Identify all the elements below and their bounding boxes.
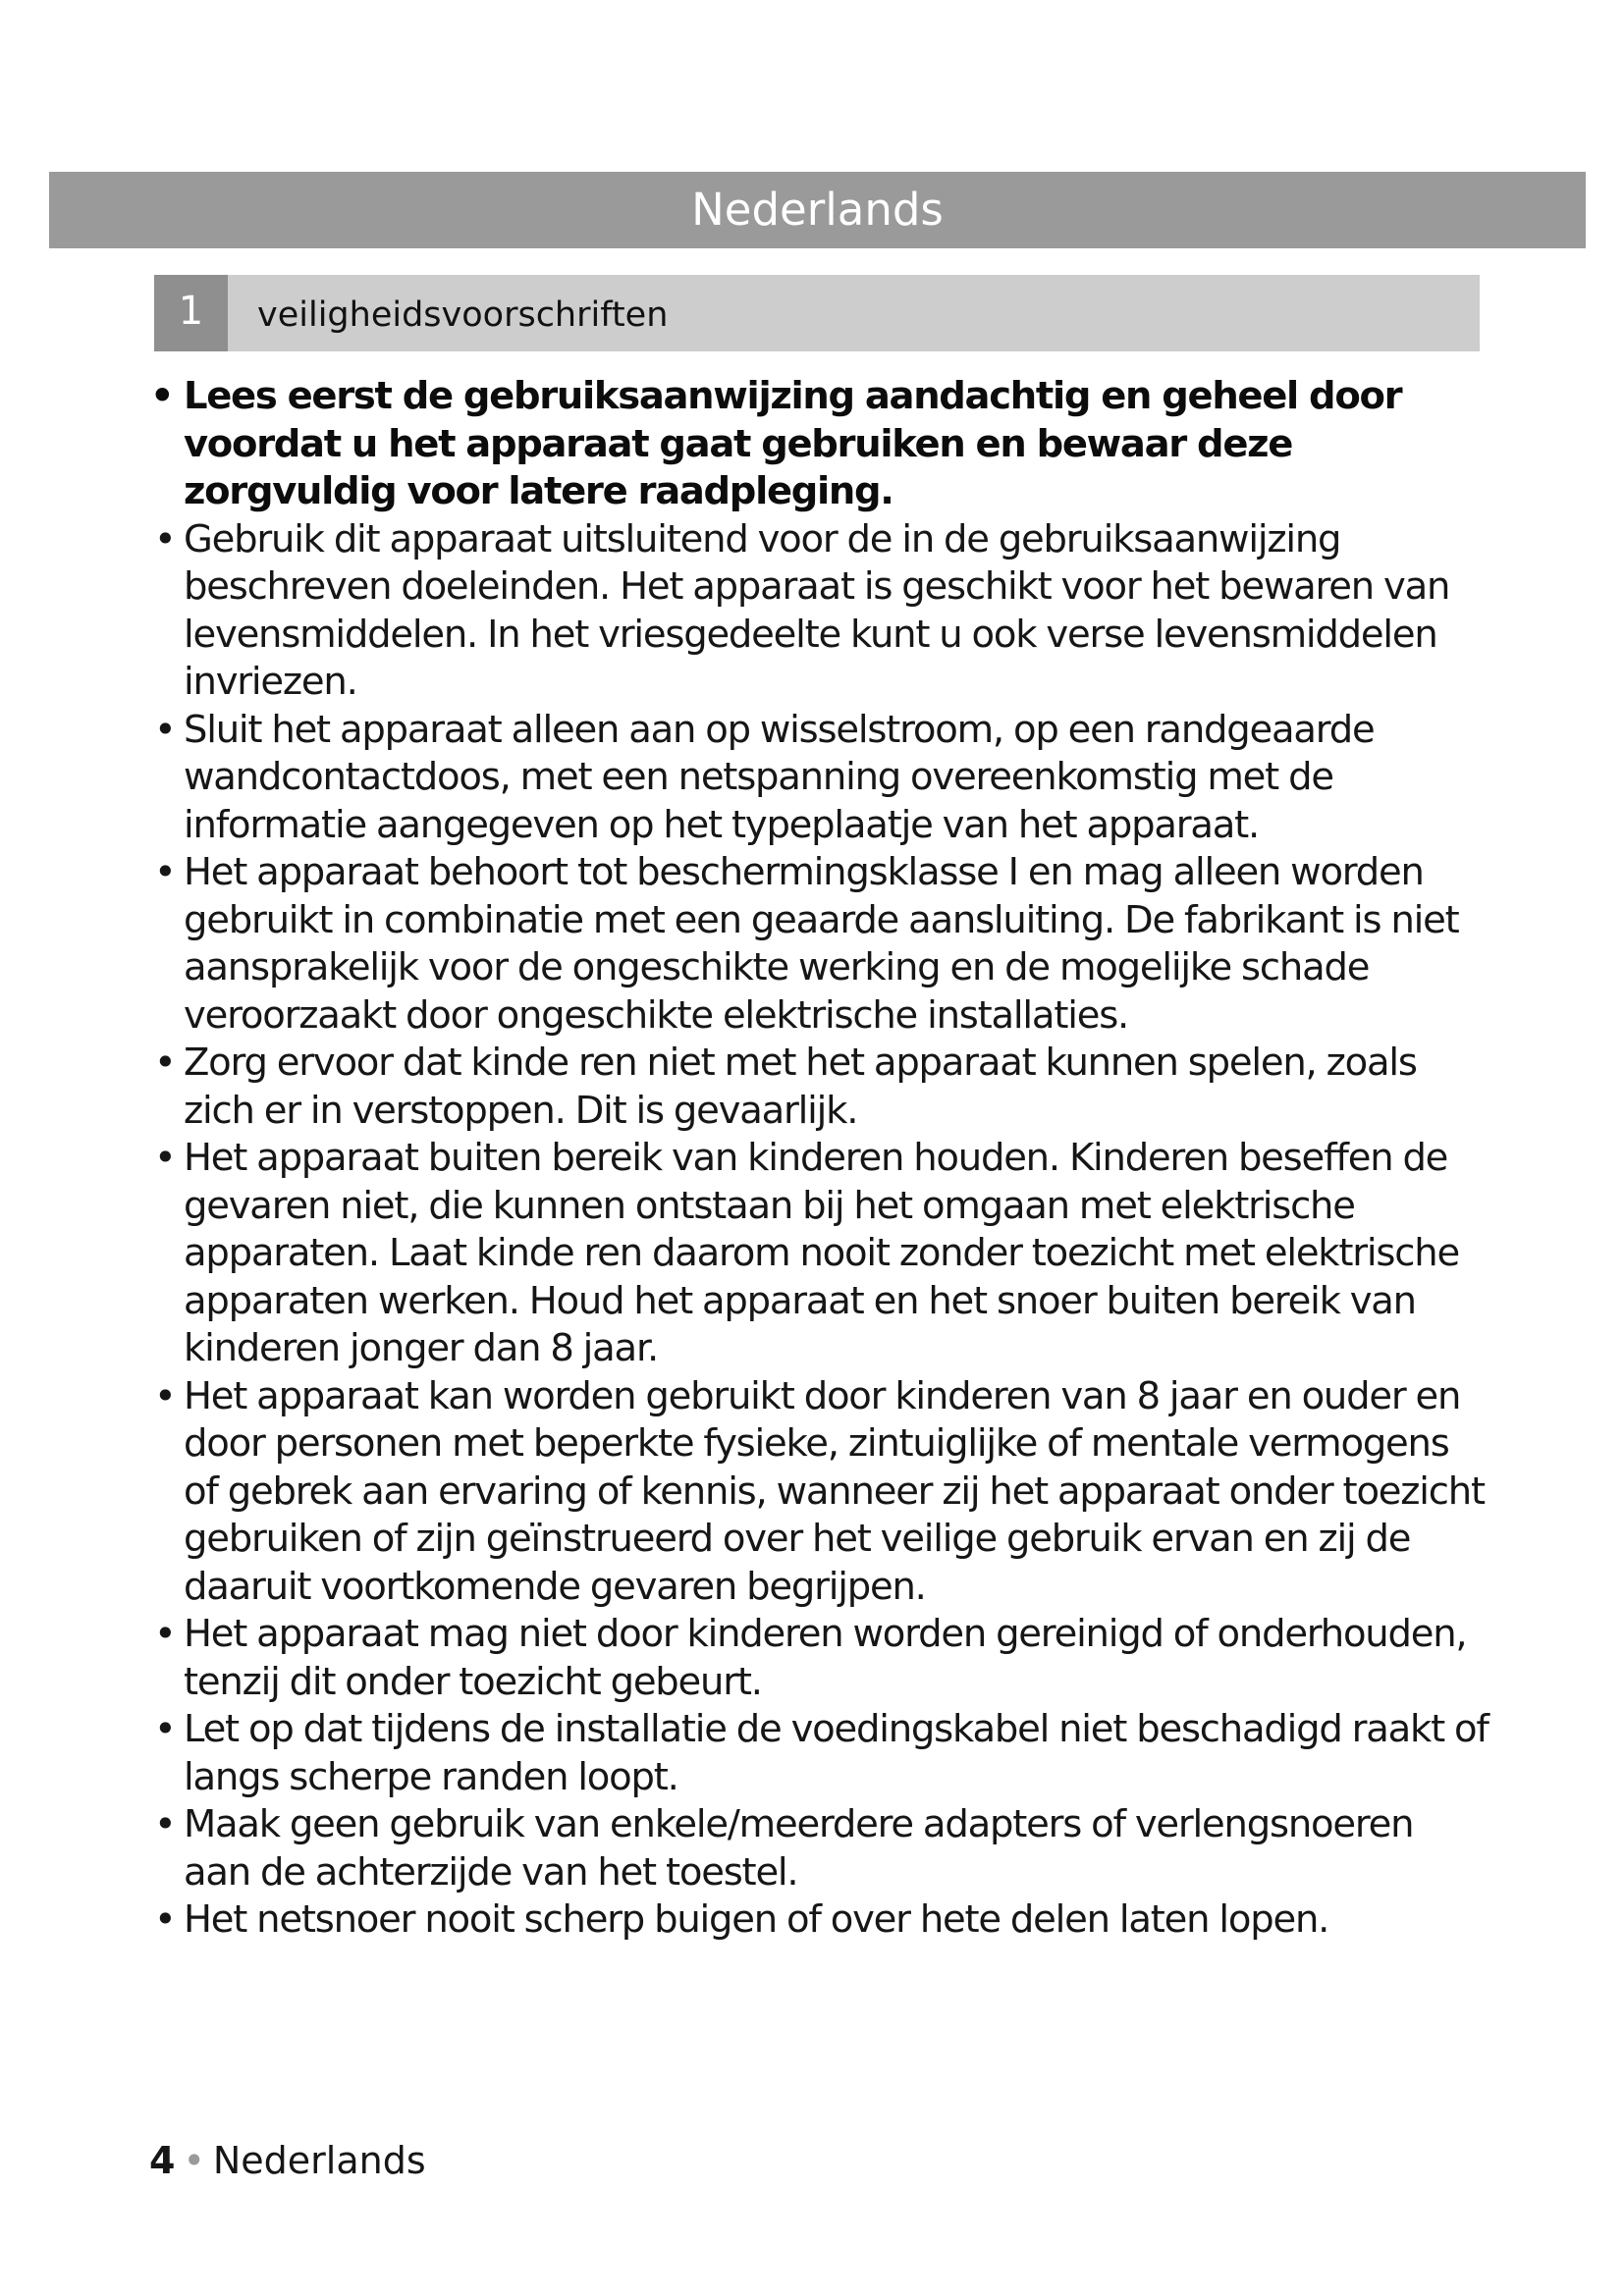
bullet-icon: • <box>154 850 176 894</box>
bullet-icon: • <box>154 1373 176 1418</box>
bullet-icon: • <box>154 516 176 561</box>
bullet-icon: • <box>154 1612 176 1656</box>
list-item-text: Sluit het apparaat alleen aan op wisselstroom, op een randgeaarde wandcontactdoos, met een netspanning overeenkomstig met de informatie aangegeven op het typeplaatje van het apparaat. <box>184 707 1375 847</box>
list-item-text: Het apparaat mag niet door kinderen worden gereinigd of onderhouden, tenzij dit onder toezicht gebeurt. <box>184 1612 1467 1704</box>
list-item-text: Maak geen gebruik van enkele/meerdere adapters of verlengsnoeren aan de achterzijde van het toestel. <box>184 1802 1414 1895</box>
list-item-text: Let op dat tijdens de installatie de voedingskabel niet beschadigd raakt of langs scherpe randen loopt. <box>184 1707 1489 1799</box>
safety-instructions-list <box>150 373 1489 1945</box>
list-item <box>154 707 1489 850</box>
bullet-icon: • <box>154 1802 176 1846</box>
list-item-text: Het apparaat buiten bereik van kinderen houden. Kinderen beseffen de gevaren niet, die kunnen ontstaan bij het omgaan met elektrische apparaten. Laat kinde ren daarom nooit zonder toezicht met elektrische apparaten werken. Houd het apparaat en het snoer buiten bereik van kinderen jonger dan 8 jaar. <box>184 1136 1459 1370</box>
section-number: 1 <box>154 275 228 351</box>
separator-dot-icon: • <box>183 2139 205 2182</box>
list-item <box>150 373 1489 516</box>
list-item <box>154 1801 1489 1896</box>
list-item <box>154 1373 1489 1612</box>
list-item-text: Gebruik dit apparaat uitsluitend voor de in de gebruiksaanwijzing beschreven doeleinden. Het apparaat is geschikt voor het bewaren van levensmiddelen. In het vriesgedeelte kunt u ook verse levensmiddelen invriezen. <box>184 516 1450 704</box>
list-item-text: Lees eerst de gebruiksaanwijzing aandachtig en geheel door voordat u het apparaat gaat gebruiken en bewaar deze zorgvuldig voor latere raadpleging. <box>184 374 1402 513</box>
list-item <box>154 1135 1489 1373</box>
page-footer <box>149 2137 426 2184</box>
bullet-icon: • <box>154 1136 176 1180</box>
list-item <box>154 1611 1489 1706</box>
list-item <box>154 1706 1489 1801</box>
bullet-icon: • <box>154 707 176 752</box>
list-item-text: Het netsnoer nooit scherp buigen of over hete delen laten lopen. <box>184 1897 1329 1942</box>
section-title: veiligheidsvoorschriften <box>257 295 669 335</box>
list-item-text: Het apparaat kan worden gebruikt door kinderen van 8 jaar en ouder en door personen met beperkte fysieke, zintuiglijke of mentale vermogens of gebrek aan ervaring of kennis, wanneer zij het apparaat onder toezicht gebruiken of zijn geïnstrueerd over het veilige gebruik ervan en zij de daaruit voortkomende gevaren begrijpen. <box>184 1373 1485 1609</box>
language-banner: Nederlands <box>49 172 1586 248</box>
list-item <box>154 1896 1489 1945</box>
list-item <box>154 1040 1489 1135</box>
section-header <box>154 275 1480 351</box>
list-item <box>154 849 1489 1040</box>
list-item-text: Het apparaat behoort tot beschermingsklasse I en mag alleen worden gebruikt in combinatie met een geaarde aansluiting. De fabrikant is niet aansprakelijk voor de ongeschikte werking en de mogelijke schade veroorzaakt door ongeschikte elektrische installaties. <box>184 850 1459 1038</box>
bullet-icon: • <box>154 1707 176 1751</box>
bullet-icon: • <box>154 1897 176 1942</box>
page-number: 4 <box>149 2139 176 2182</box>
list-item <box>154 516 1489 707</box>
bullet-icon: • <box>154 1041 176 1085</box>
footer-language: Nederlands <box>212 2139 426 2182</box>
list-item-text: Zorg ervoor dat kinde ren niet met het apparaat kunnen spelen, zoals zich er in verstoppen. Dit is gevaarlijk. <box>184 1041 1417 1133</box>
bullet-icon: • <box>150 374 174 418</box>
